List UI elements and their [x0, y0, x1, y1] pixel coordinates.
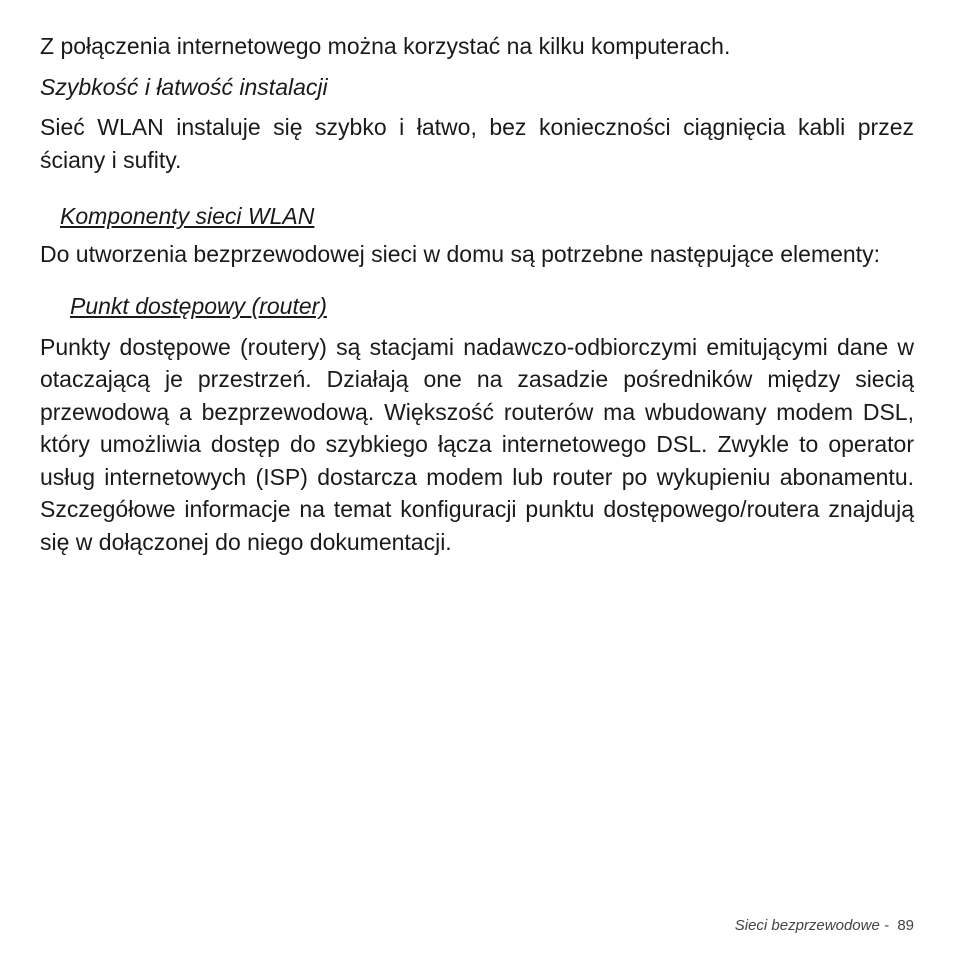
components-heading: Komponenty sieci WLAN [60, 203, 315, 229]
page-number: 89 [897, 917, 914, 934]
intro-paragraph: Z połączenia internetowego można korzystać na kilku komputerach. [40, 33, 731, 59]
components-paragraph: Do utworzenia bezprzewodowej sieci w domu są potrzebne następujące elementy: [40, 240, 880, 267]
document-page [40, 30, 914, 558]
speed-paragraph: Sieć WLAN instaluje się szybko i łatwo, bez konieczności ciągnięcia kabli przez ściany i sufity. [40, 114, 914, 173]
footer-section-title: Sieci bezprzewodowe - [734, 917, 898, 934]
page-footer [735, 917, 914, 934]
speed-subheading: Szybkość i łatwość instalacji [40, 73, 328, 100]
router-paragraph: Punkty dostępowe (routery) są stacjami nadawczo-odbiorczymi emitującymi dane w otaczającą je przestrzeń. Działają one na zasadzie pośredników między siecią przewodową a bezprzewodową. Większość routerów ma wbudowany modem DSL, który umożliwia dostęp do szybkiego łącza internetowego DSL. Zwykle to operator usług internetowych (ISP) dostarcza modem lub router po wykupieniu abonamentu. Szczegółowe informacje na temat konfiguracji punktu dostępowego/routera znajdują się w dołączonej do niego dokumentacji. [40, 333, 914, 555]
router-heading: Punkt dostępowy (router) [70, 293, 327, 319]
